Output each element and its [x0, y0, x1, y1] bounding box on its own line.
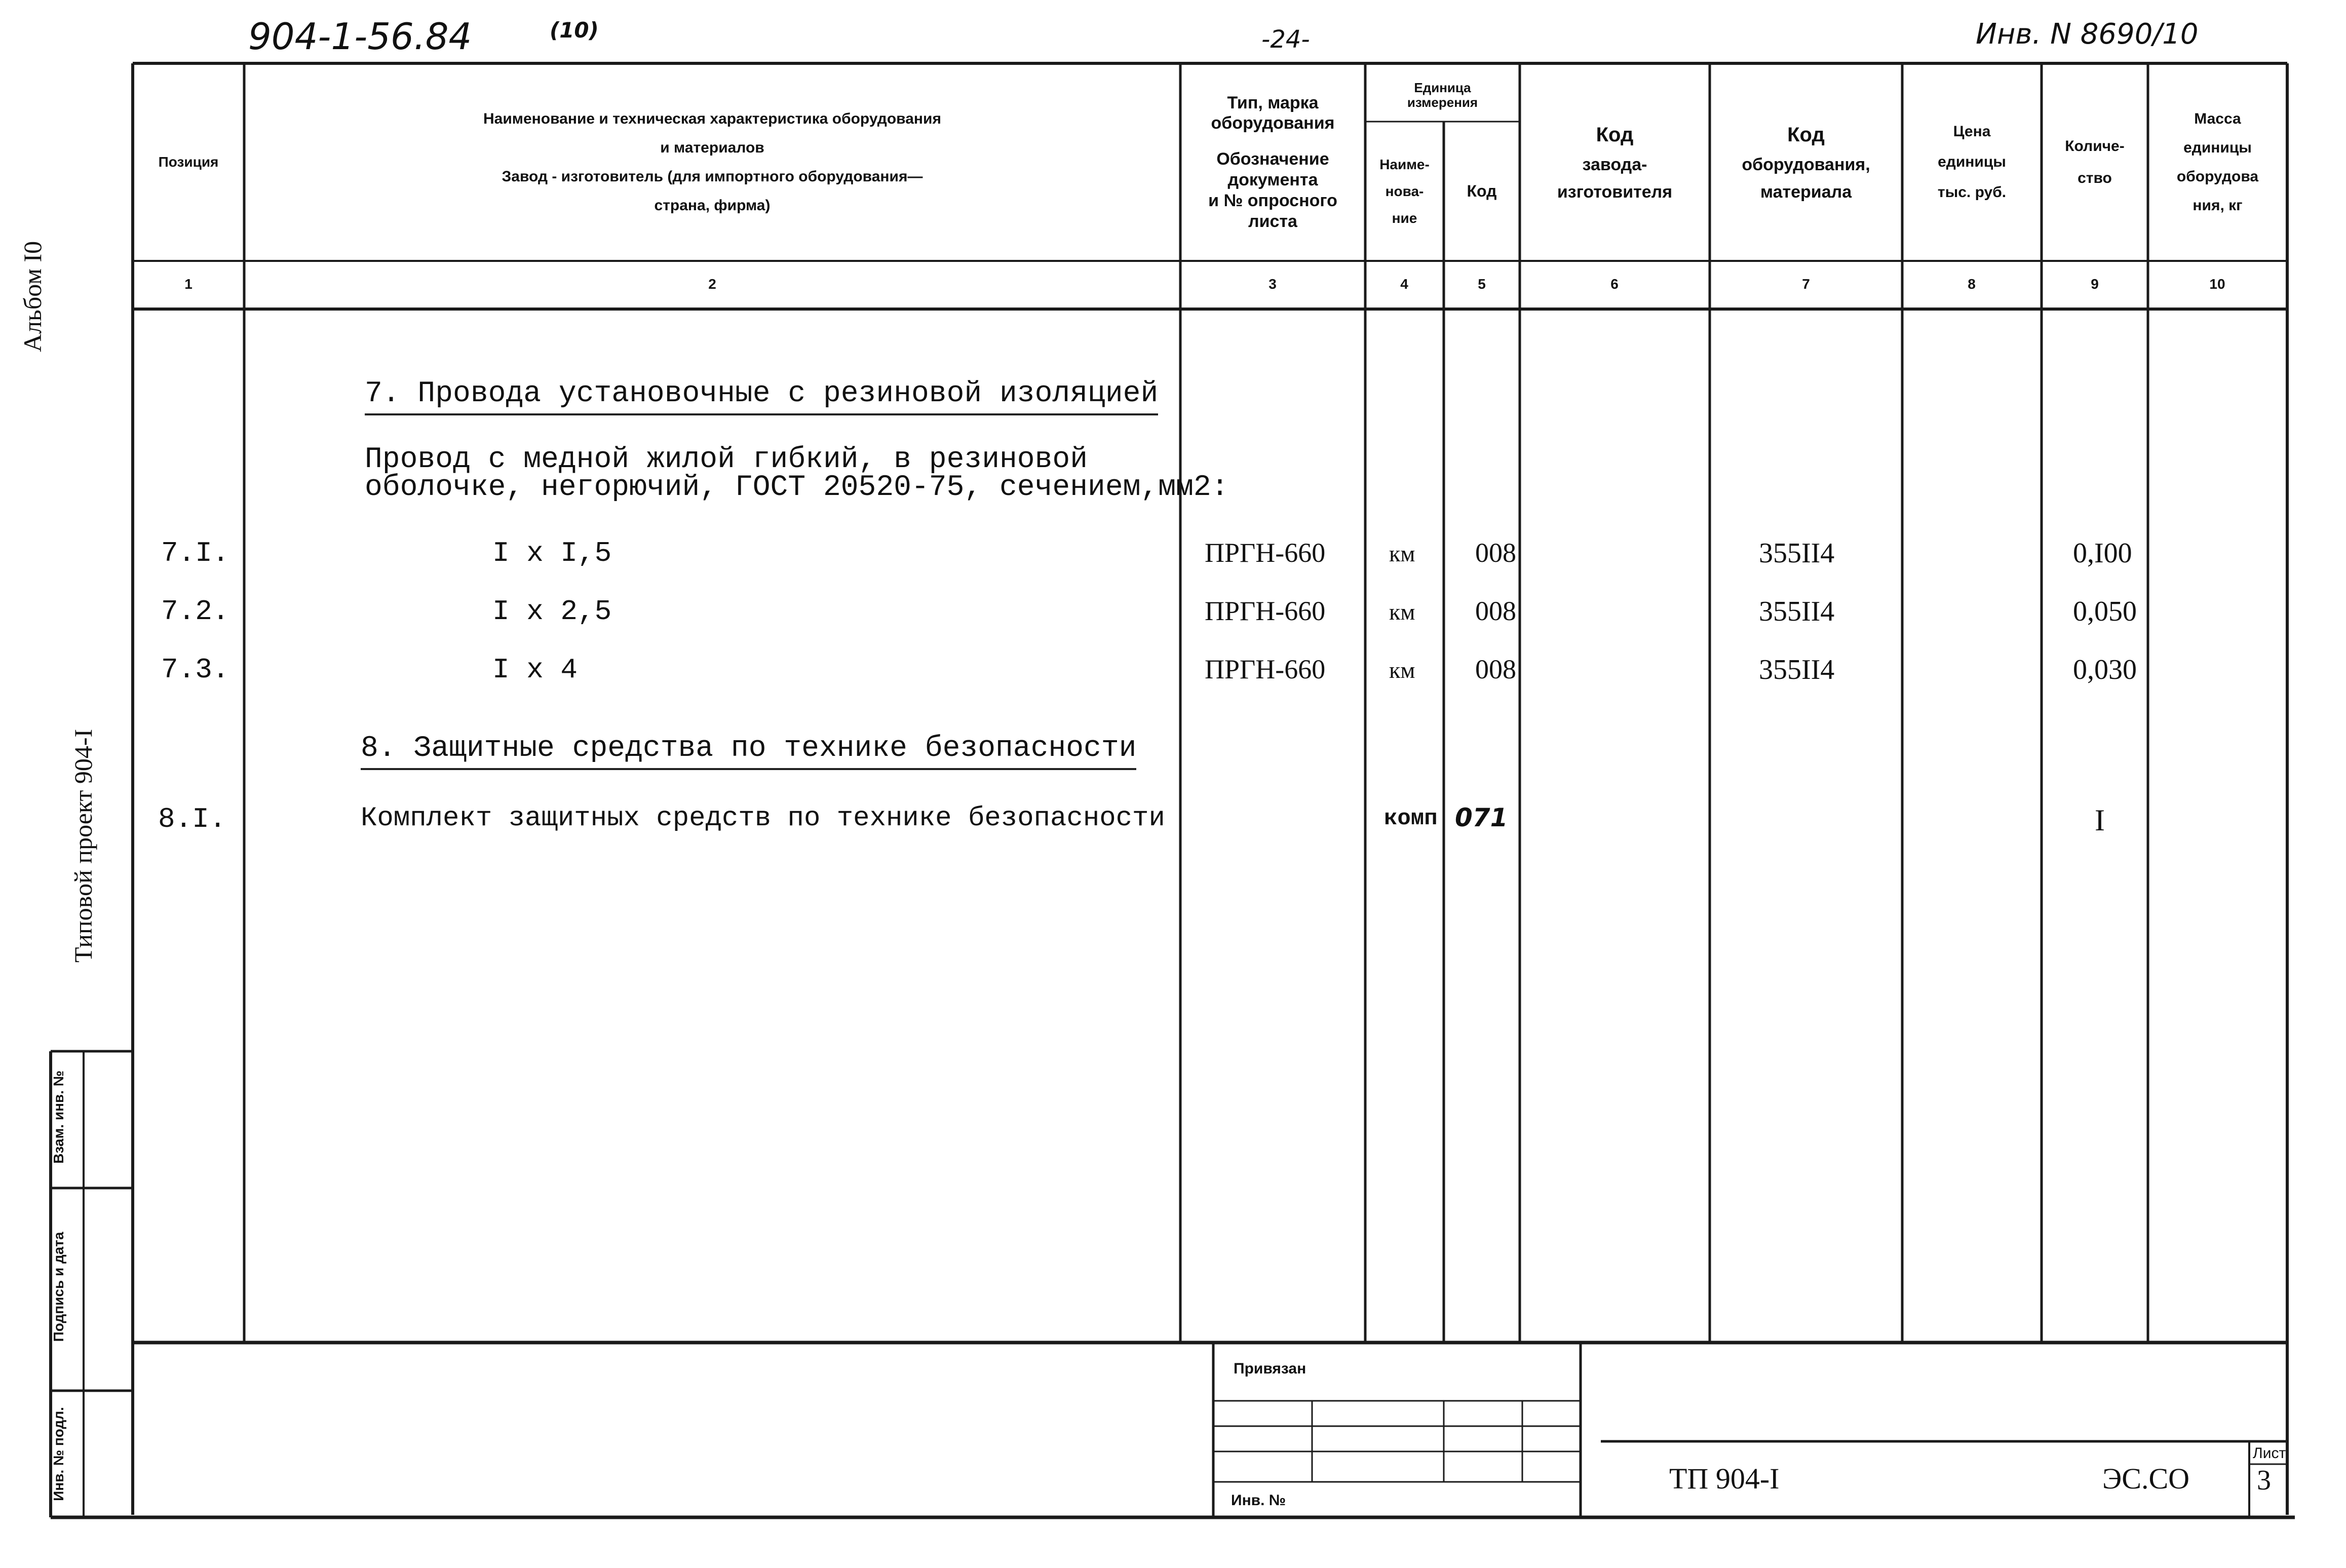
row-unit-code: 071 [1455, 803, 1508, 832]
col-number-6: 6 [1610, 276, 1619, 292]
header-position: Позиция [158, 154, 219, 170]
col-number-1: 1 [184, 276, 193, 292]
stamp-signature-date: Подпись и дата [51, 1232, 66, 1342]
header-material-code: Код оборудования, материала [1742, 123, 1870, 202]
row-unit-code: 008 [1475, 654, 1516, 684]
row-quantity: 0,030 [2073, 654, 2137, 685]
row-unit-code: 008 [1475, 596, 1516, 626]
row-position: 7.I. [161, 537, 229, 569]
row-name: I x I,5 [492, 537, 612, 569]
row-quantity: 0,I00 [2073, 538, 2132, 569]
row-name: Комплект защитных средств по технике безопасности [361, 803, 1165, 834]
header-unit-code: Код [1467, 182, 1497, 201]
col-number-9: 9 [2091, 276, 2099, 292]
attached-label: Привязан [1234, 1360, 1306, 1377]
document-id: ТП 904-I [1669, 1462, 1780, 1495]
header-unit-group: Единица измерения [1407, 80, 1478, 110]
header-unit-name: Наиме- нова- ние [1379, 156, 1430, 226]
row-material-code: 355II4 [1759, 538, 1835, 569]
header-price: Цена единицы тыс. руб. [1937, 123, 2007, 201]
row-position: 7.3. [161, 654, 229, 686]
col-number-4: 4 [1400, 276, 1408, 292]
row-type: ПРГН-660 [1205, 596, 1326, 626]
header-quantity: Количе- ство [2065, 138, 2125, 186]
col-number-5: 5 [1478, 276, 1486, 292]
header-type: Тип, марка оборудования Обозначение документа и № опросного листа [1208, 93, 1337, 231]
inventory-label: Инв. № [1231, 1492, 1286, 1509]
row-unit: комп [1384, 806, 1438, 831]
section-8-title: 8. Защитные средства по технике безопасности [361, 732, 1136, 765]
row-unit: км [1389, 599, 1415, 625]
sheet-label: Лист [2253, 1445, 2286, 1462]
row-type: ПРГН-660 [1205, 538, 1326, 568]
inventory-number: Инв. N 8690/10 [1976, 18, 2199, 51]
row-name: I x 2,5 [492, 595, 612, 628]
stamp-replace-inv: Взам. инв. № [51, 1070, 66, 1164]
header-name: Наименование и техническая характеристика оборудования и материалов Завод - изготовитель (для импортного оборудования— страна, фирма) [483, 110, 941, 214]
row-unit: км [1389, 657, 1415, 683]
row-material-code: 355II4 [1759, 654, 1835, 685]
doc-code: 904-1-56.84 [248, 15, 472, 58]
table-row [0, 595, 2346, 636]
col-number-3: 3 [1268, 276, 1277, 292]
row-unit: км [1389, 541, 1415, 566]
sheet-code: ЭС.СО [2102, 1462, 2190, 1495]
col-number-8: 8 [1968, 276, 1976, 292]
album-label: Альбом I0 [18, 241, 47, 352]
sheet-number: 3 [2257, 1465, 2271, 1496]
header-factory-code: Код завода- изготовителя [1557, 123, 1673, 202]
row-quantity: 0,050 [2073, 596, 2137, 627]
row-quantity: I [2095, 804, 2105, 837]
page-number: -24- [1261, 25, 1310, 54]
project-label: Типовой проект 904-I [69, 729, 97, 963]
header-mass: Масса единицы оборудова ния, кг [2176, 110, 2259, 214]
row-unit-code: 008 [1475, 538, 1516, 568]
table-row [0, 654, 2346, 694]
stamp-original-inv: Инв. № подл. [51, 1407, 66, 1501]
row-position: 8.I. [158, 803, 226, 835]
row-type: ПРГН-660 [1205, 654, 1326, 684]
section-7-title: 7. Провода установочные с резиновой изоляцией [365, 377, 1158, 410]
row-position: 7.2. [161, 595, 229, 628]
table-row [0, 803, 2346, 844]
section-7-description: Провод с медной жилой гибкий, в резиновой оболочке, негорючий, ГОСТ 20520-75, сечением,мм2: [365, 443, 1229, 505]
part-number: (10) [550, 18, 599, 43]
col-number-2: 2 [708, 276, 716, 292]
row-name: I x 4 [492, 654, 578, 686]
col-number-7: 7 [1802, 276, 1810, 292]
row-material-code: 355II4 [1759, 596, 1835, 627]
col-number-10: 10 [2209, 276, 2225, 292]
table-row [0, 537, 2346, 578]
